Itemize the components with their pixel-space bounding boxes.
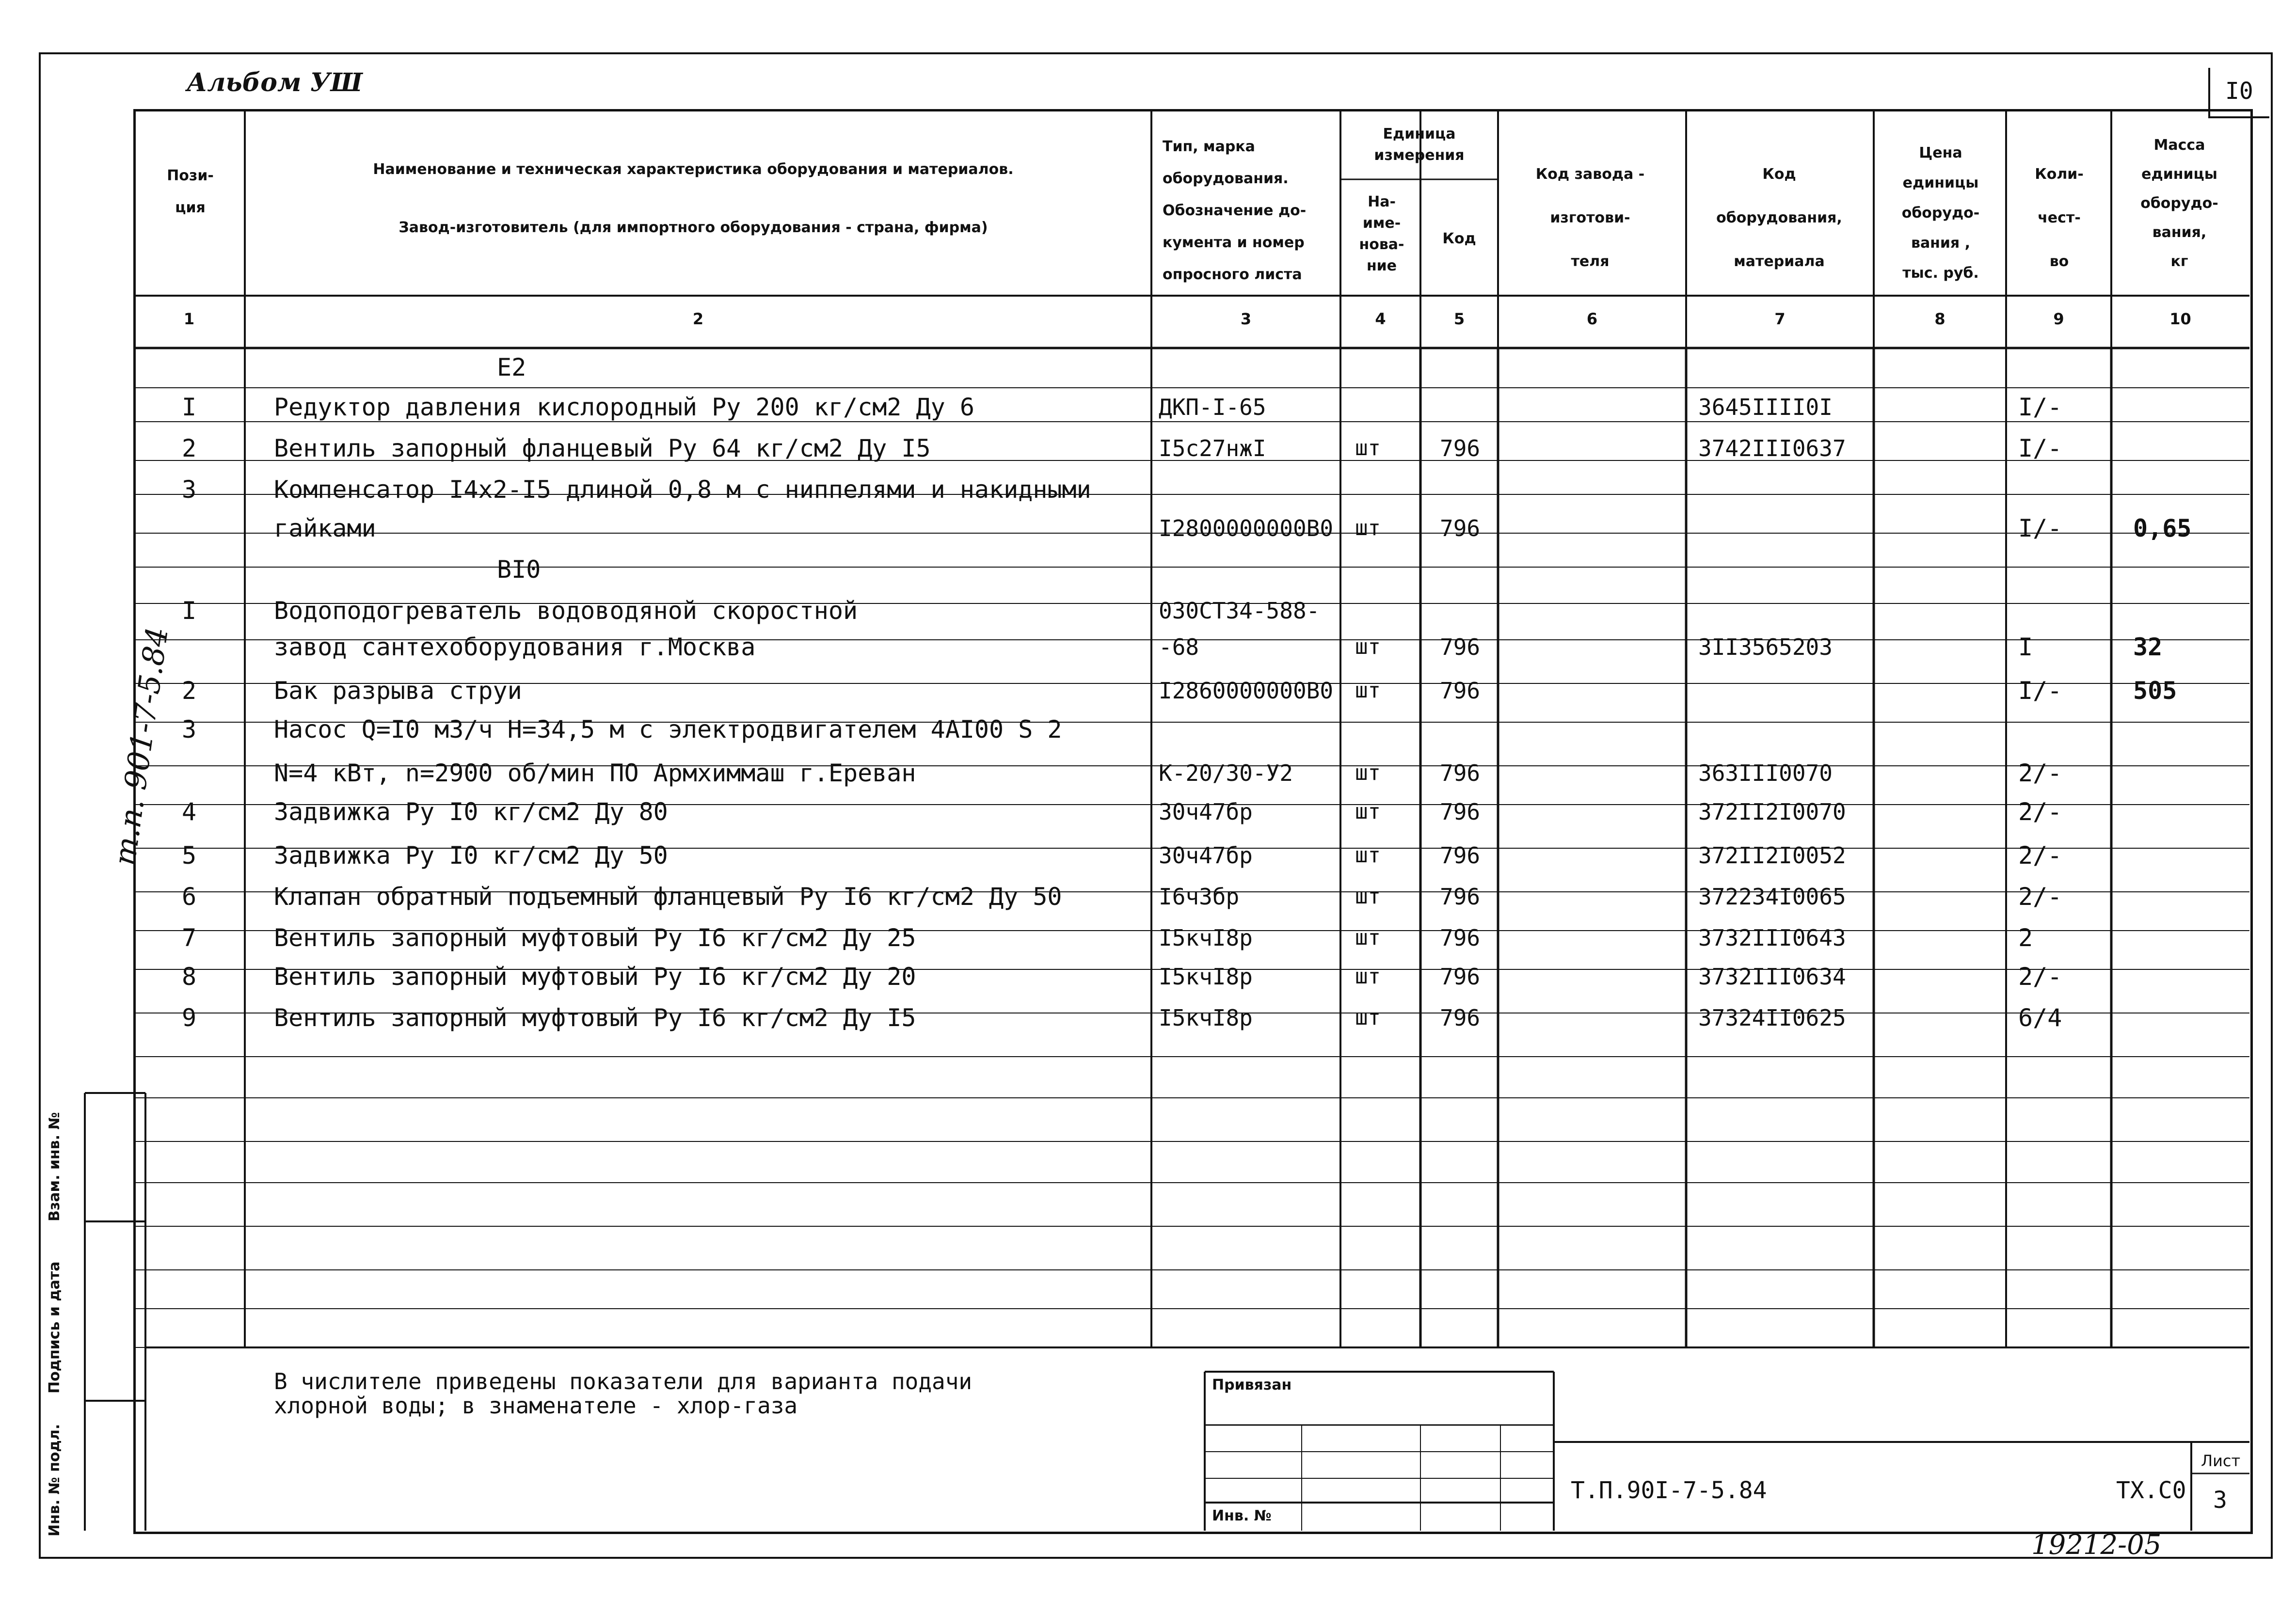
unit-code: 796: [1440, 435, 1481, 461]
item-type: ДКП-I-65: [1159, 394, 1266, 420]
item-name: Вентиль запорный фланцевый Ру 64 кг/см2 Ду I5: [274, 434, 931, 462]
item-name: Вентиль запорный муфтовый Ру I6 кг/см2 Ду 25: [274, 924, 916, 952]
doc-code: Т.П.90I-7-5.84: [1571, 1477, 1767, 1504]
column-number: 3: [1240, 310, 1252, 328]
item-type: I2860000000В0: [1159, 678, 1334, 704]
header-position: Пози- ция: [167, 167, 214, 216]
column-number: 7: [1774, 310, 1786, 328]
column-number: 8: [1934, 310, 1945, 328]
position: 6: [181, 883, 197, 911]
unit-code: 796: [1440, 925, 1481, 951]
unit-name: шт: [1355, 843, 1381, 868]
equipment-code: 3732III0643: [1698, 925, 1846, 951]
side-label-vzam: Взам. инв. №: [46, 1112, 63, 1221]
column-number: 5: [1453, 310, 1465, 328]
unit-code: 796: [1440, 799, 1481, 825]
position: 3: [181, 475, 197, 504]
quantity: 2/-: [2018, 759, 2062, 787]
unit-code: 796: [1440, 842, 1481, 869]
position: I: [181, 393, 197, 421]
position: 2: [181, 434, 197, 462]
quantity: I/-: [2018, 434, 2062, 462]
section-code: ТХ.С0: [2116, 1477, 2186, 1504]
quantity: 2/-: [2018, 841, 2062, 870]
quantity: I/-: [2018, 677, 2062, 705]
unit-code: 796: [1440, 964, 1481, 990]
item-name: Редуктор давления кислородный Ру 200 кг/см2 Ду 6: [274, 393, 974, 421]
unit-name: шт: [1355, 516, 1381, 540]
unit-name: шт: [1355, 884, 1381, 909]
equipment-code: 363III0070: [1698, 760, 1833, 786]
position: 4: [181, 798, 197, 826]
item-type: 30ч47бр: [1159, 842, 1253, 869]
item-name: N=4 кВт, n=2900 об/мин ПО Армхиммаш г.Ереван: [274, 759, 916, 787]
unit-mass: 505: [2133, 677, 2177, 705]
position: 2: [181, 677, 197, 705]
item-type: I2800000000В0: [1159, 515, 1334, 541]
quantity: I/-: [2018, 393, 2062, 421]
side-label-inv-podl: Инв. № подл.: [46, 1424, 63, 1536]
unit-code: 796: [1440, 678, 1481, 704]
column-number: 6: [1586, 310, 1598, 328]
position: 8: [181, 963, 197, 991]
side-label-podpis: Подпись и дата: [46, 1261, 63, 1393]
header-unit-name: На- име- нова- ние: [1359, 193, 1404, 274]
item-type: 30ч47бр: [1159, 799, 1253, 825]
header-unit-code: Код: [1442, 230, 1476, 247]
item-name: завод сантехоборудования г.Москва: [274, 633, 756, 661]
item-name: Насос Q=I0 м3/ч Н=34,5 м с электродвигателем 4АI00 S 2: [274, 715, 1062, 744]
column-number: 4: [1375, 310, 1386, 328]
note-line-1: В числителе приведены показатели для варианта подачи: [274, 1368, 973, 1394]
item-type: 030СТ34-588-: [1159, 598, 1320, 624]
item-name: Вентиль запорный муфтовый Ру I6 кг/см2 Ду I5: [274, 1004, 916, 1032]
unit-name: шт: [1355, 964, 1381, 989]
unit-name: шт: [1355, 799, 1381, 824]
item-name: гайками: [274, 514, 376, 542]
position: I: [181, 597, 197, 625]
unit-name: шт: [1355, 678, 1381, 703]
header-quantity: Коли- чест- во: [2035, 166, 2084, 270]
quantity: 2/-: [2018, 883, 2062, 911]
item-name: Компенсатор I4х2-I5 длиной 0,8 м с ниппелями и накидными: [274, 475, 1091, 504]
equipment-code: 37324II0625: [1698, 1005, 1846, 1031]
unit-name: шт: [1355, 634, 1381, 659]
header-mass: Масса единицы оборудо- вания, кг: [2140, 137, 2218, 270]
item-name: Бак разрыва струи: [274, 677, 522, 705]
item-name: Задвижка Ру I0 кг/см2 Ду 50: [274, 841, 668, 870]
item-type: К-20/30-У2: [1159, 760, 1293, 786]
position: 5: [181, 841, 197, 870]
unit-mass: 0,65: [2133, 514, 2192, 542]
item-type: I5кчI8р: [1159, 964, 1253, 990]
position: 7: [181, 924, 197, 952]
handwritten-doc-ref: т.п. 901-7-5.84: [107, 625, 175, 868]
stamp-inv-no: Инв. №: [1212, 1507, 1272, 1524]
unit-code: 796: [1440, 884, 1481, 910]
unit-name: шт: [1355, 436, 1381, 460]
note-line-2: хлорной воды; в знаменателе - хлор-газа: [274, 1393, 798, 1419]
equipment-code: 3732III0634: [1698, 964, 1846, 990]
unit-code: 796: [1440, 760, 1481, 786]
quantity: I: [2018, 633, 2033, 661]
equipment-code: 3645IIII0I: [1698, 394, 1833, 420]
item-type: I5кчI8р: [1159, 925, 1253, 951]
equipment-code: 3742III0637: [1698, 435, 1846, 461]
quantity: 2/-: [2018, 963, 2062, 991]
column-number: 9: [2053, 310, 2064, 328]
quantity: I/-: [2018, 514, 2062, 542]
equipment-code: 372II2I0070: [1698, 799, 1846, 825]
item-type: I6ч3бр: [1159, 884, 1240, 910]
unit-code: 796: [1440, 1005, 1481, 1031]
archive-number: 19212-05: [2031, 1529, 2162, 1561]
header-factory-code: Код завода - изготови- теля: [1535, 166, 1645, 270]
quantity: 6/4: [2018, 1004, 2062, 1032]
equipment-code: 372II2I0052: [1698, 842, 1846, 869]
unit-name: шт: [1355, 760, 1381, 785]
header-unit-group: Единица измерения: [1374, 126, 1465, 164]
equipment-code: 3II3565203: [1698, 634, 1833, 660]
list-number: 3: [2213, 1487, 2227, 1514]
position: 3: [181, 715, 197, 744]
header-name: Наименование и техническая характеристика оборудования и материалов. Завод-изготовитель (для импортного оборудования - страна, фирма): [373, 161, 1014, 236]
unit-mass: 32: [2133, 633, 2163, 661]
unit-code: 796: [1440, 634, 1481, 660]
quantity: 2/-: [2018, 798, 2062, 826]
item-name: ВI0: [497, 555, 541, 584]
item-name: Водоподогреватель водоводяной скоростной: [274, 597, 858, 625]
column-number: 10: [2169, 310, 2191, 328]
header-equipment-code: Код оборудования, материала: [1716, 166, 1842, 270]
header-type: Тип, марка оборудования. Обозначение до- кумента и номер опросного листа: [1163, 138, 1307, 283]
position: 9: [181, 1004, 197, 1032]
unit-name: шт: [1355, 925, 1381, 950]
header-price: Цена единицы оборудо- вания , тыс. руб.: [1901, 144, 1980, 282]
list-label: Лист: [2201, 1452, 2241, 1470]
item-name: Е2: [497, 353, 526, 381]
quantity: 2: [2018, 924, 2033, 952]
column-number: 1: [183, 310, 195, 328]
item-name: Клапан обратный подъемный фланцевый Ру I6 кг/см2 Ду 50: [274, 883, 1062, 911]
item-name: Вентиль запорный муфтовый Ру I6 кг/см2 Ду 20: [274, 963, 916, 991]
item-type: I5с27нжI: [1159, 435, 1266, 461]
album-title: Альбом УШ: [187, 68, 363, 97]
unit-name: шт: [1355, 1005, 1381, 1030]
unit-code: 796: [1440, 515, 1481, 541]
page-number: I0: [2225, 78, 2253, 105]
stamp-privyazan: Привязан: [1212, 1377, 1292, 1393]
column-number: 2: [692, 310, 704, 328]
item-type: I5кчI8р: [1159, 1005, 1253, 1031]
item-name: Задвижка Ру I0 кг/см2 Ду 80: [274, 798, 668, 826]
item-type: -68: [1159, 634, 1199, 660]
equipment-code: 372234I0065: [1698, 884, 1846, 910]
